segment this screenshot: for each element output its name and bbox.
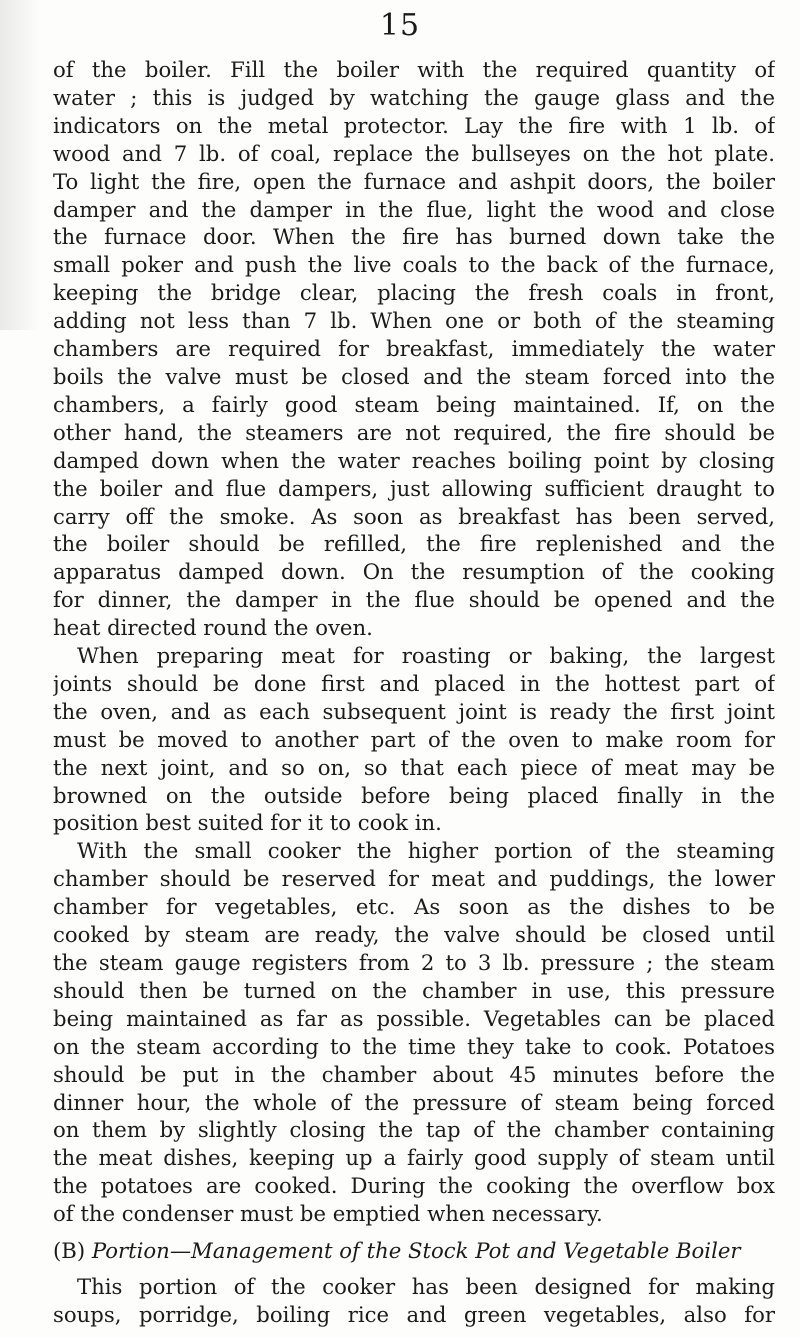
text-line: other hand, the steamers are not required, the fire should be xyxy=(53,419,775,445)
text-line: small poker and push the live coals to the back of the furnace, xyxy=(53,252,775,278)
text-line: the furnace door. When the fire has burned down take the xyxy=(53,224,775,250)
body-text xyxy=(53,56,775,1228)
text-line: must be moved to another part of the oven to make room for xyxy=(53,726,775,752)
text-line: To light the fire, open the furnace and ashpit doors, the boiler xyxy=(53,168,775,194)
text-line: cooked by steam are ready, the valve should be closed until xyxy=(53,922,775,948)
text-line: for dinner, the damper in the flue should be opened and the xyxy=(53,587,775,613)
text-line: boils the valve must be closed and the steam forced into the xyxy=(53,363,775,389)
text-line: dinner hour, the whole of the pressure of steam being forced xyxy=(53,1089,775,1115)
text-line: position best suited for it to cook in. xyxy=(53,810,442,836)
text-line: the steam gauge registers from 2 to 3 lb. pressure ; the steam xyxy=(53,950,775,975)
text-line: This portion of the cooker has been designed for making xyxy=(77,1274,775,1299)
text-line: on them by slightly closing the tap of the chamber containing xyxy=(53,1117,775,1143)
section-title: Portion—Management of the Stock Pot and Vegetable Boiler xyxy=(91,1238,741,1263)
section-label: (B) xyxy=(53,1238,86,1263)
text-line: heat directed round the oven. xyxy=(53,615,373,641)
text-line: of the condenser must be emptied when necessary. xyxy=(53,1201,603,1227)
text-line: the oven, and as each subsequent joint is ready the first joint xyxy=(53,698,775,724)
text-line: damper and the damper in the flue, light the wood and close xyxy=(53,196,775,222)
text-line: When preparing meat for roasting or baking, the largest xyxy=(77,643,775,669)
text-line: joints should be done first and placed in the hottest part of xyxy=(53,670,775,696)
text-line: the potatoes are cooked. During the cooking the overflow box xyxy=(53,1173,775,1199)
text-line: chambers are required for breakfast, immediately the water xyxy=(53,336,775,362)
text-line: With the small cooker the higher portion of the steaming xyxy=(77,838,775,864)
text-line: of the boiler. Fill the boiler with the required quantity of xyxy=(53,57,775,82)
text-line: on the steam according to the time they take to cook. Potatoes xyxy=(53,1033,775,1059)
text-line: should then be turned on the chamber in use, this pressure xyxy=(53,977,775,1003)
text-line: chamber for vegetables, etc. As soon as the dishes to be xyxy=(53,894,775,920)
text-line: the meat dishes, keeping up a fairly good supply of steam until xyxy=(53,1145,775,1171)
text-line: wood and 7 lb. of coal, replace the bullseyes on the hot plate. xyxy=(53,140,775,166)
spine-shadow xyxy=(0,0,40,330)
text-line: apparatus damped down. On the resumption of the cooking xyxy=(53,559,775,585)
text-line: damped down when the water reaches boiling point by closing xyxy=(53,447,775,473)
section-heading xyxy=(53,1237,775,1265)
text-line: adding not less than 7 lb. When one or both of the steaming xyxy=(53,308,775,334)
text-line: indicators on the metal protector. Lay the fire with 1 lb. of xyxy=(53,112,775,138)
text-line: soups, porridge, boiling rice and green vegetables, also for xyxy=(53,1301,775,1327)
text-line: chamber should be reserved for meat and puddings, the lower xyxy=(53,866,775,892)
text-line: water ; this is judged by watching the gauge glass and the xyxy=(53,84,775,110)
text-line: keeping the bridge clear, placing the fresh coals in front, xyxy=(53,280,775,306)
page-number: 15 xyxy=(379,8,421,43)
text-line: the next joint, and so on, so that each piece of meat may be xyxy=(53,754,775,780)
section-body xyxy=(53,1273,775,1329)
text-line: chambers, a fairly good steam being maintained. If, on the xyxy=(53,391,775,417)
text-line: the boiler and flue dampers, just allowing sufficient draught to xyxy=(53,475,775,501)
text-line: browned on the outside before being placed finally in the xyxy=(53,782,775,808)
text-line: should be put in the chamber about 45 minutes before the xyxy=(53,1061,775,1087)
text-line: the boiler should be refilled, the fire replenished and the xyxy=(53,531,775,557)
text-line: carry off the smoke. As soon as breakfast has been served, xyxy=(53,503,775,529)
text-line: being maintained as far as possible. Vegetables can be placed xyxy=(53,1005,775,1031)
